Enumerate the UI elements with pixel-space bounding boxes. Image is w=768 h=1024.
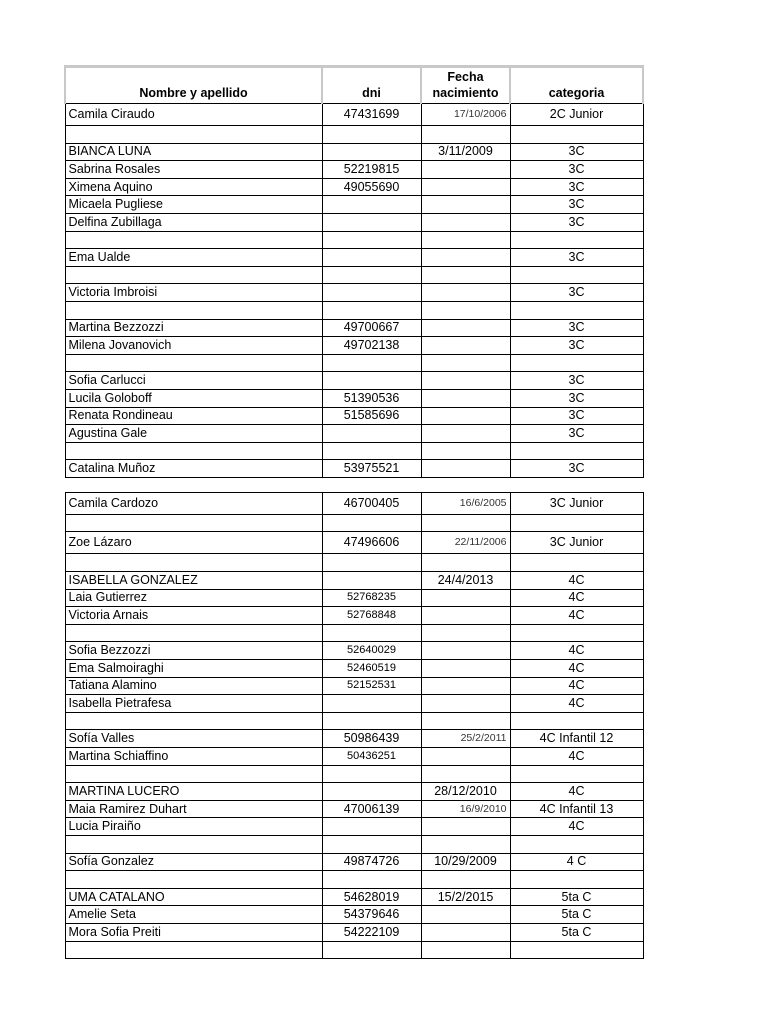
cell-dni: 49055690 <box>322 178 421 196</box>
table-row <box>65 389 643 407</box>
table-row <box>65 161 643 179</box>
cell-name: Ema Ualde <box>65 249 322 267</box>
cell-categoria <box>510 712 643 730</box>
header-fecha <box>421 67 510 104</box>
table-row <box>65 492 643 514</box>
cell-categoria: 4C Infantil 13 <box>510 800 643 818</box>
cell-name <box>65 941 322 959</box>
cell-dni: 47496606 <box>322 532 421 554</box>
cell-categoria <box>510 231 643 249</box>
table-row <box>65 642 643 660</box>
cell-name: Camila Cardozo <box>65 492 322 514</box>
cell-categoria <box>510 126 643 144</box>
cell-categoria: 4C <box>510 818 643 836</box>
cell-fecha: 15/2/2015 <box>421 888 510 906</box>
cell-name: Sofia Carlucci <box>65 372 322 390</box>
table-row <box>65 319 643 337</box>
table-row <box>65 589 643 607</box>
cell-fecha <box>421 589 510 607</box>
cell-name: Laia Gutierrez <box>65 589 322 607</box>
cell-dni <box>322 818 421 836</box>
cell-dni: 54379646 <box>322 906 421 924</box>
cell-categoria: 4C <box>510 642 643 660</box>
cell-categoria <box>510 835 643 853</box>
cell-categoria: 5ta C <box>510 888 643 906</box>
cell-fecha <box>421 231 510 249</box>
cell-dni: 52768848 <box>322 607 421 625</box>
table-row <box>65 888 643 906</box>
table-row <box>65 695 643 713</box>
cell-dni: 52460519 <box>322 660 421 678</box>
cell-name: Lucila Goloboff <box>65 389 322 407</box>
cell-dni: 52152531 <box>322 677 421 695</box>
table-row <box>65 554 643 572</box>
cell-dni <box>322 765 421 783</box>
cell-name: ISABELLA GONZALEZ <box>65 572 322 590</box>
cell-fecha: 25/2/2011 <box>421 730 510 748</box>
cell-categoria <box>510 871 643 889</box>
cell-name: Isabella Pietrafesa <box>65 695 322 713</box>
cell-categoria: 3C <box>510 389 643 407</box>
cell-name: Sofía Gonzalez <box>65 853 322 871</box>
cell-dni <box>322 196 421 214</box>
cell-dni: 47431699 <box>322 104 421 126</box>
cell-categoria: 5ta C <box>510 906 643 924</box>
cell-categoria: 3C <box>510 337 643 355</box>
cell-categoria: 4 C <box>510 853 643 871</box>
cell-name: MARTINA LUCERO <box>65 783 322 801</box>
cell-dni: 54222109 <box>322 923 421 941</box>
cell-name: Sabrina Rosales <box>65 161 322 179</box>
table-row <box>65 213 643 231</box>
table-row <box>65 871 643 889</box>
header-name: Nombre y apellido <box>65 67 322 104</box>
cell-fecha <box>421 712 510 730</box>
table-row <box>65 748 643 766</box>
cell-fecha <box>421 161 510 179</box>
cell-name: Tatiana Alamino <box>65 677 322 695</box>
table-row <box>65 712 643 730</box>
cell-fecha <box>421 835 510 853</box>
cell-fecha: 24/4/2013 <box>421 572 510 590</box>
cell-categoria: 5ta C <box>510 923 643 941</box>
cell-categoria: 4C <box>510 783 643 801</box>
cell-fecha <box>421 765 510 783</box>
table-row <box>65 572 643 590</box>
cell-fecha <box>421 407 510 425</box>
cell-fecha <box>421 442 510 460</box>
cell-name: Lucia Piraiño <box>65 818 322 836</box>
cell-name: Victoria Imbroisi <box>65 284 322 302</box>
cell-fecha <box>421 660 510 678</box>
table-row <box>65 407 643 425</box>
table-row <box>65 178 643 196</box>
cell-name: Micaela Pugliese <box>65 196 322 214</box>
cell-categoria <box>510 624 643 642</box>
cell-name <box>65 871 322 889</box>
cell-categoria <box>510 266 643 284</box>
cell-name <box>65 354 322 372</box>
table-row <box>65 301 643 319</box>
cell-dni: 52640029 <box>322 642 421 660</box>
table-body <box>65 104 643 959</box>
cell-dni <box>322 284 421 302</box>
cell-fecha: 17/10/2006 <box>421 104 510 126</box>
cell-fecha <box>421 642 510 660</box>
cell-name: Amelie Seta <box>65 906 322 924</box>
cell-fecha <box>421 301 510 319</box>
cell-categoria: 3C <box>510 143 643 161</box>
cell-categoria: 4C <box>510 677 643 695</box>
cell-categoria <box>510 514 643 532</box>
cell-categoria: 3C <box>510 425 643 443</box>
cell-name: Martina Bezzozzi <box>65 319 322 337</box>
cell-categoria: 3C Junior <box>510 492 643 514</box>
table-row <box>65 143 643 161</box>
header-categoria: categoria <box>510 67 643 104</box>
table-row <box>65 442 643 460</box>
cell-dni: 51390536 <box>322 389 421 407</box>
cell-name: Agustina Gale <box>65 425 322 443</box>
table-row <box>65 460 643 478</box>
cell-name: Sofia Bezzozzi <box>65 642 322 660</box>
table-row <box>65 126 643 144</box>
table-row <box>65 372 643 390</box>
cell-fecha <box>421 196 510 214</box>
cell-dni: 50436251 <box>322 748 421 766</box>
cell-categoria: 3C <box>510 213 643 231</box>
cell-categoria: 3C <box>510 407 643 425</box>
cell-dni <box>322 783 421 801</box>
cell-fecha <box>421 607 510 625</box>
cell-fecha: 16/9/2010 <box>421 800 510 818</box>
cell-dni <box>322 213 421 231</box>
cell-fecha <box>421 460 510 478</box>
table-row <box>65 765 643 783</box>
table-row <box>65 354 643 372</box>
cell-name <box>65 301 322 319</box>
cell-categoria <box>510 354 643 372</box>
cell-categoria: 3C <box>510 161 643 179</box>
cell-name <box>65 765 322 783</box>
cell-categoria: 4C Infantil 12 <box>510 730 643 748</box>
cell-fecha <box>421 284 510 302</box>
cell-fecha <box>421 871 510 889</box>
cell-name: Martina Schiaffino <box>65 748 322 766</box>
cell-fecha: 22/11/2006 <box>421 532 510 554</box>
cell-name: UMA CATALANO <box>65 888 322 906</box>
cell-dni: 51585696 <box>322 407 421 425</box>
table-row <box>65 532 643 554</box>
cell-dni: 54628019 <box>322 888 421 906</box>
cell-fecha <box>421 372 510 390</box>
cell-dni <box>322 554 421 572</box>
cell-fecha: 3/11/2009 <box>421 143 510 161</box>
cell-dni: 52219815 <box>322 161 421 179</box>
cell-name: Mora Sofia Preiti <box>65 923 322 941</box>
table-row <box>65 818 643 836</box>
cell-dni: 46700405 <box>322 492 421 514</box>
cell-categoria: 3C <box>510 460 643 478</box>
cell-dni <box>322 442 421 460</box>
table-row <box>65 514 643 532</box>
table-row <box>65 196 643 214</box>
header-dni: dni <box>322 67 421 104</box>
cell-name: Camila Ciraudo <box>65 104 322 126</box>
table-row <box>65 783 643 801</box>
cell-categoria: 3C <box>510 372 643 390</box>
cell-name <box>65 266 322 284</box>
cell-name <box>65 554 322 572</box>
cell-fecha <box>421 624 510 642</box>
cell-dni <box>322 231 421 249</box>
cell-fecha <box>421 249 510 267</box>
cell-dni <box>322 624 421 642</box>
cell-fecha <box>421 354 510 372</box>
cell-categoria: 3C <box>510 319 643 337</box>
cell-fecha <box>421 266 510 284</box>
cell-categoria <box>510 941 643 959</box>
cell-categoria: 3C <box>510 284 643 302</box>
header-fecha-line2: nacimiento <box>432 86 499 100</box>
cell-fecha <box>421 319 510 337</box>
cell-categoria: 3C Junior <box>510 532 643 554</box>
cell-name <box>65 835 322 853</box>
cell-fecha <box>421 337 510 355</box>
section-gap <box>65 477 643 492</box>
cell-categoria: 4C <box>510 589 643 607</box>
cell-fecha <box>421 695 510 713</box>
cell-dni <box>322 941 421 959</box>
table-row <box>65 677 643 695</box>
cell-dni <box>322 126 421 144</box>
cell-name <box>65 442 322 460</box>
cell-categoria: 4C <box>510 695 643 713</box>
cell-dni: 52768235 <box>322 589 421 607</box>
roster-table <box>64 65 644 959</box>
cell-categoria <box>510 554 643 572</box>
cell-name <box>65 712 322 730</box>
cell-fecha <box>421 213 510 231</box>
cell-fecha <box>421 748 510 766</box>
cell-name: Catalina Muñoz <box>65 460 322 478</box>
table-row <box>65 800 643 818</box>
cell-fecha: 16/6/2005 <box>421 492 510 514</box>
cell-dni <box>322 301 421 319</box>
cell-name: Ximena Aquino <box>65 178 322 196</box>
cell-name <box>65 231 322 249</box>
cell-fecha <box>421 677 510 695</box>
cell-categoria: 4C <box>510 607 643 625</box>
cell-dni <box>322 143 421 161</box>
cell-dni: 49874726 <box>322 853 421 871</box>
cell-name: Delfina Zubillaga <box>65 213 322 231</box>
cell-fecha <box>421 389 510 407</box>
cell-dni <box>322 354 421 372</box>
table-row <box>65 104 643 126</box>
cell-dni <box>322 871 421 889</box>
cell-name <box>65 624 322 642</box>
cell-dni: 50986439 <box>322 730 421 748</box>
table-row <box>65 906 643 924</box>
table-header <box>65 67 643 104</box>
cell-categoria: 4C <box>510 572 643 590</box>
cell-dni <box>322 712 421 730</box>
cell-categoria <box>510 442 643 460</box>
table-row <box>65 835 643 853</box>
table-row <box>65 923 643 941</box>
cell-dni <box>322 372 421 390</box>
table-row <box>65 249 643 267</box>
cell-dni <box>322 835 421 853</box>
cell-name: Renata Rondineau <box>65 407 322 425</box>
cell-name: Sofía Valles <box>65 730 322 748</box>
table-row <box>65 284 643 302</box>
cell-categoria: 3C <box>510 196 643 214</box>
cell-dni: 49702138 <box>322 337 421 355</box>
cell-categoria: 4C <box>510 748 643 766</box>
table-row <box>65 941 643 959</box>
cell-categoria: 3C <box>510 249 643 267</box>
gap-cell <box>65 477 643 492</box>
cell-categoria: 2C Junior <box>510 104 643 126</box>
cell-dni <box>322 249 421 267</box>
cell-name: Maia Ramirez Duhart <box>65 800 322 818</box>
cell-categoria: 3C <box>510 178 643 196</box>
cell-name: Milena Jovanovich <box>65 337 322 355</box>
cell-fecha <box>421 554 510 572</box>
cell-dni: 49700667 <box>322 319 421 337</box>
table-row <box>65 730 643 748</box>
cell-fecha <box>421 941 510 959</box>
table-row <box>65 660 643 678</box>
cell-fecha: 28/12/2010 <box>421 783 510 801</box>
table-row <box>65 624 643 642</box>
cell-name: Victoria Arnais <box>65 607 322 625</box>
cell-fecha <box>421 425 510 443</box>
table-row <box>65 853 643 871</box>
cell-fecha <box>421 906 510 924</box>
cell-name: Zoe Lázaro <box>65 532 322 554</box>
cell-fecha <box>421 818 510 836</box>
table-row <box>65 337 643 355</box>
cell-dni: 47006139 <box>322 800 421 818</box>
cell-dni <box>322 425 421 443</box>
cell-fecha <box>421 923 510 941</box>
table-row <box>65 231 643 249</box>
cell-name <box>65 126 322 144</box>
cell-fecha <box>421 178 510 196</box>
cell-dni <box>322 514 421 532</box>
cell-categoria <box>510 765 643 783</box>
cell-dni <box>322 695 421 713</box>
cell-categoria <box>510 301 643 319</box>
cell-fecha: 10/29/2009 <box>421 853 510 871</box>
cell-categoria: 4C <box>510 660 643 678</box>
cell-name: BIANCA LUNA <box>65 143 322 161</box>
cell-fecha <box>421 514 510 532</box>
roster-sheet <box>64 65 642 959</box>
cell-name: Ema Salmoiraghi <box>65 660 322 678</box>
cell-dni: 53975521 <box>322 460 421 478</box>
cell-dni <box>322 266 421 284</box>
table-row <box>65 607 643 625</box>
cell-dni <box>322 572 421 590</box>
table-row <box>65 266 643 284</box>
table-row <box>65 425 643 443</box>
cell-fecha <box>421 126 510 144</box>
header-fecha-line1: Fecha <box>447 70 484 84</box>
cell-name <box>65 514 322 532</box>
header-row <box>65 67 643 104</box>
